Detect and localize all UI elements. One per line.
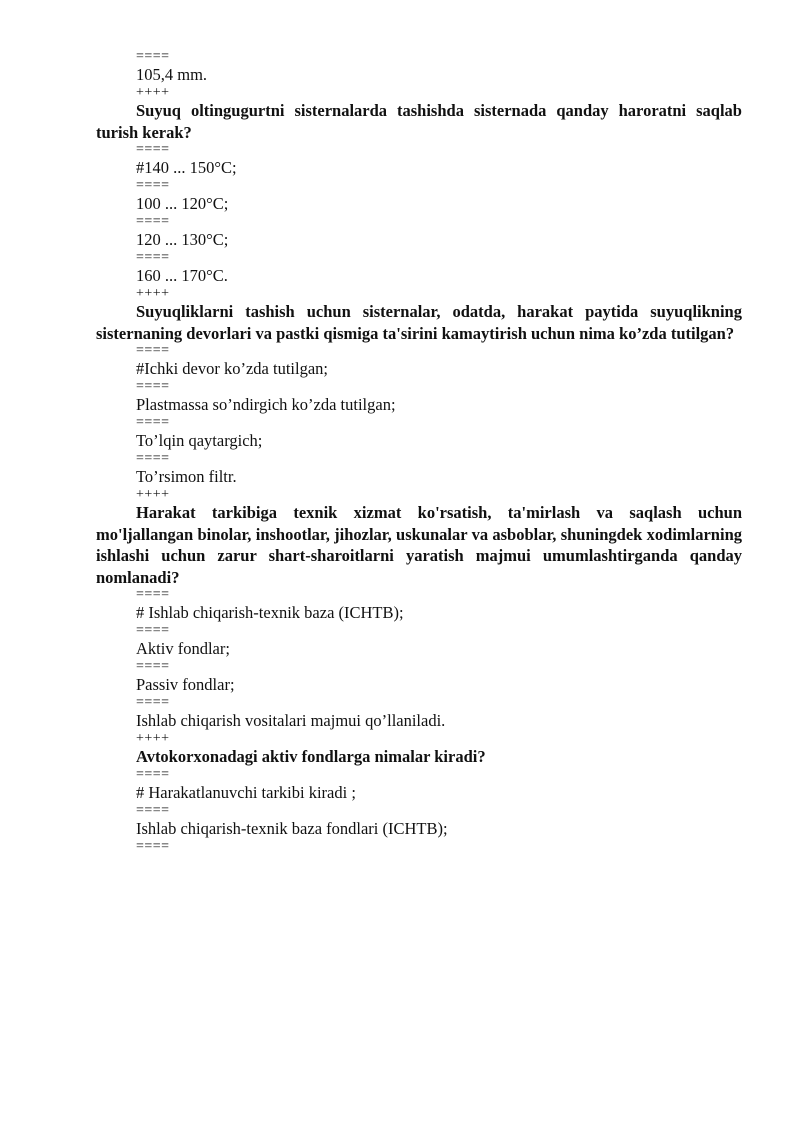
answer-separator: ==== xyxy=(136,343,170,358)
answer-option: Aktiv fondlar; xyxy=(136,639,230,658)
answer-option: 120 ... 130°C; xyxy=(136,230,229,249)
answer-separator: ==== xyxy=(136,214,170,229)
answer-separator: ==== xyxy=(136,695,170,710)
answer-separator: ==== xyxy=(136,178,170,193)
answer-separator: ==== xyxy=(136,451,170,466)
answer-option: #Ichki devor ko’zda tutilgan; xyxy=(136,359,328,378)
answer-option: # Harakatlanuvchi tarkibi kiradi ; xyxy=(136,782,356,802)
answer-option: 100 ... 120°C; xyxy=(136,194,229,213)
question-separator: ++++ xyxy=(136,286,170,301)
answer-option: Passiv fondlar; xyxy=(136,675,235,694)
answer-option: To’lqin qaytargich; xyxy=(136,431,263,450)
question-text: Suyuq oltingugurtni sisternalarda tashishda sisternada qanday haroratni saqlab turish kerak? xyxy=(96,101,742,142)
answer-option: Ishlab chiqarish-texnik baza fondlari (ICHTB); xyxy=(136,818,448,838)
answer-separator: ==== xyxy=(136,659,170,674)
answer-separator: ==== xyxy=(136,766,170,782)
answer-separator: ==== xyxy=(136,250,170,265)
answer-separator: ==== xyxy=(136,379,170,394)
question-separator: ++++ xyxy=(136,731,170,746)
answer-option: 160 ... 170°C. xyxy=(136,266,228,285)
question-text: Harakat tarkibiga texnik xizmat ko'rsatish, ta'mirlash va saqlash uchun mo'ljallangan binolar, inshootlar, jihozlar, uskunalar va asboblar, shuningdek xodimlarning ishlashi uchun zarur shart-sharoitlarni yaratish majmui umumlashtirganda qanday nomlanadi? xyxy=(96,503,742,587)
answer-separator: ==== xyxy=(136,49,170,64)
document-content xyxy=(96,50,742,854)
answer-option: To’rsimon filtr. xyxy=(136,467,237,486)
answer-separator: ==== xyxy=(136,415,170,430)
answer-separator: ==== xyxy=(136,587,170,602)
answer-option: 105,4 mm. xyxy=(136,65,208,84)
question-separator: ++++ xyxy=(136,487,170,502)
answer-separator: ==== xyxy=(136,623,170,638)
answer-option: # Ishlab chiqarish-texnik baza (ICHTB); xyxy=(136,603,404,622)
answer-option: #140 ... 150°C; xyxy=(136,158,237,177)
answer-separator: ==== xyxy=(136,802,170,818)
question-separator: ++++ xyxy=(136,85,170,100)
question-text: Avtokorxonadagi aktiv fondlarga nimalar kiradi? xyxy=(136,747,486,766)
question-text: Suyuqliklarni tashish uchun sisternalar, odatda, harakat paytida suyuqlikning sisternaning devorlari va pastki qismiga ta'sirini kamaytirish uchun nima ko’zda tutilgan? xyxy=(96,302,742,343)
answer-separator: ==== xyxy=(136,838,170,854)
answer-option: Ishlab chiqarish vositalari majmui qo’llaniladi. xyxy=(136,711,446,730)
answer-separator: ==== xyxy=(136,142,170,157)
answer-option: Plastmassa so’ndirgich ko’zda tutilgan; xyxy=(136,395,396,414)
